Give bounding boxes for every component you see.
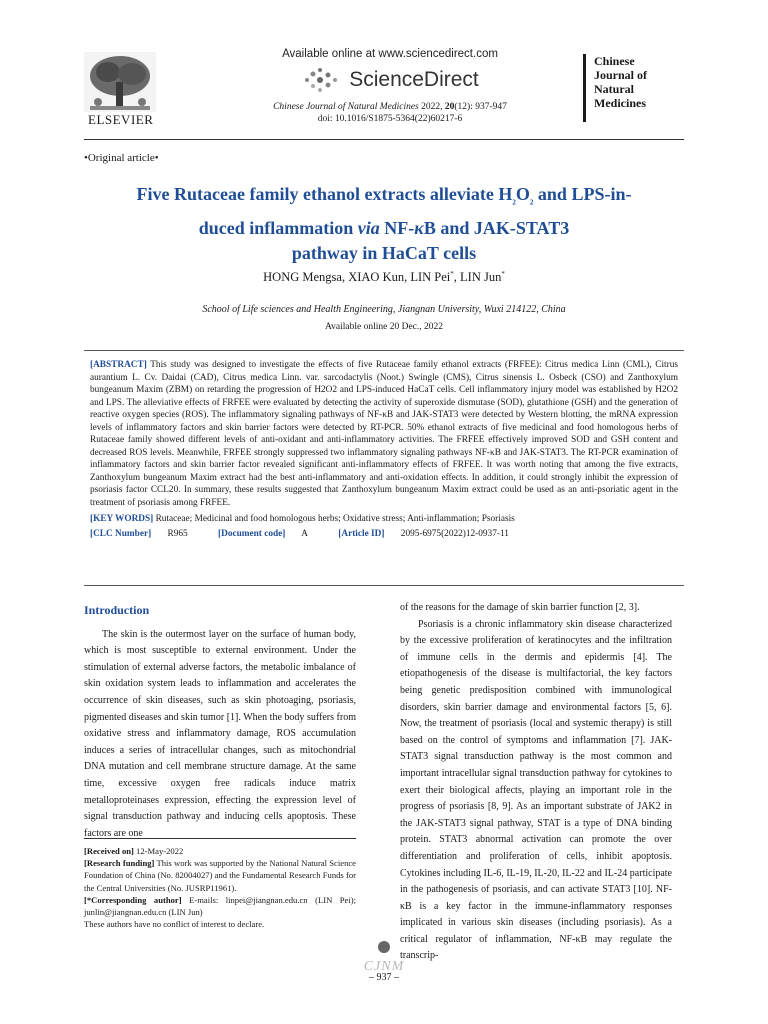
publisher-name: ELSEVIER — [88, 112, 154, 127]
journal-header — [0, 44, 768, 136]
footer-cjnm-text: CJNM — [363, 959, 405, 974]
abstract-text: [ABSTRACT] This study was designed to investigate the effects of five Rutaceae family ethanol extracts (FRFEE): Citrus medica Linn (CML), Citrus aurantium L. Cv. Daidai (CAD), Citrus medica Linn. var. sarcodactylis (Noot.) Swingle (CMS), Citrus sinensis L. Osbeck (CSO) and Zanthoxylum bungeanum Maxim (ZBM) on retarding the progression of H2O2 and LPS-induced HaCaT cells. Cell inflammatory injury model was established by H2O2 and LPS. The alleviative effects of FRFEE were evaluated by detecting the activity of superoxide dismutase (SOD), glutathione (GSH) and the generation of reactive oxygen species (ROS). The inflammatory signaling pathways of NF-κB and JAK-STAT3 were detected by Western blotting, the mRNA expression levels of inflammatory factors and skin barrier factors were detected by RT-PCR. 50% ethanol extracts of five medicinal and food homologous herbs of Rutaceae family showed different levels of anti-oxidant and anti-inflammatory activities. The FRFEE effectively improved SOD and GSH content and decreased ROS levels. Meanwhile, FRFEE strongly suppressed two inflammatory signaling pathways NF-κB and JAK-STAT3. The RT-PCR examination of inflammatory factors and skin barrier factor revealed significant anti-inflammatory effects of FRFEE. It was worth noting that among the five extracts, Zanthoxylum bungeanum Maxim extract had the best anti-inflammatory and anti-oxidation effects. In addition, it could strongly inhibit the expression of psoriasis factor CCL20. In summary, these results suggested that Zanthoxylum bungeanum Maxim extract could be used as an anti-psoriatic agent in the treatment of psoriasis among FRFEE. — [90, 360, 678, 508]
left-column — [84, 600, 356, 842]
article-type: •Original article• — [84, 152, 159, 164]
section-heading-introduction: Introduction — [84, 603, 150, 617]
available-date: Available online 20 Dec., 2022 — [324, 322, 443, 332]
abstract-section — [84, 350, 684, 586]
cjnm-line-4: Medicines — [594, 96, 646, 110]
classification-line: [CLC Number] R965 [Document code] A [Article ID] 2095-6975(2022)12-0937-11 — [90, 528, 509, 539]
page-number: – 937 – — [369, 972, 399, 983]
conflict-statement: These authors have no conflict of interest to declare. — [84, 919, 265, 930]
available-online-text: Available online at www.sciencedirect.com — [282, 48, 498, 60]
cjnm-journal-mark — [583, 54, 683, 122]
sciencedirect-wordmark: ScienceDirect — [349, 68, 479, 91]
center-header — [230, 48, 550, 124]
author-list: HONG Mengsa, XIAO Kun, LIN Pei*, LIN Jun* — [263, 270, 505, 285]
sciencedirect-dots-icon — [301, 66, 341, 94]
keywords-line: [KEY WORDS] Rutaceae; Medicinal and food homologous herbs; Oxidative stress; Anti-inflammation; Psoriasis — [90, 514, 515, 524]
sciencedirect-logo — [230, 66, 550, 94]
footer-journal-logo — [354, 940, 414, 975]
intro-paragraph-continued: of the reasons for the damage of skin barrier function [2, 3]. — [400, 602, 640, 613]
research-funding: [Research funding] This work was supported by the National Natural Science Foundation of China (No. 82004027) and the Fundamental Research Funds for the Central Universities (No. JUSRP11961). — [84, 858, 356, 893]
doi-text: doi: 10.1016/S1875-5364(22)60217-6 — [317, 114, 463, 124]
header-divider — [84, 139, 684, 140]
article-title: Five Rutaceae family ethanol extracts alleviate $H_2O_2$ and LPS-in- duced inflammation via NF-κB and JAK-STAT3 pathway in HaCaT cells — [136, 184, 632, 263]
cjnm-line-2: Journal of — [594, 68, 648, 82]
right-column — [400, 600, 672, 965]
affiliation: School of Life sciences and Health Engineering, Jiangnan University, Wuxi 214122, China — [202, 304, 566, 315]
received-date: [Received on] 12-May-2022 — [84, 846, 184, 856]
corresponding-author: [*Corresponding author] E-mails: linpei@jiangnan.edu.cn (LIN Pei); junlin@jiangnan.edu.cn (LIN Jun) — [84, 894, 357, 918]
intro-paragraph-2: Psoriasis is a chronic inflammatory skin disease characterized by the excessive proliferation of keratinocytes and the infiltration of immune cells in the dermis and epidermis [4]. The etiopathogenesis of the disease is multifactorial, the key factors being genetic predisposition combined with immunological disorders, skin barrier damage and environmental factors [5, 6]. Now, the treatment of psoriasis (local and systemic therapy) is still based on the control of symptoms and inflammation [7]. JAK-STAT3 signal transduction pathway is the most common and important intracellular signal transduction pathway for cytokines to exert their biological affects, playing an important role in the progress of psoriasis [8, 9]. As an important substrate of JAK2 in the JAK-STAT3 signal pathway, STAT is a type of DNA binding protein. STAT3 abnormal activation can promote the over differentiation and proliferation of cells, inhibit apoptosis. Cytokines including IL-6, IL-19, IL-20, IL-22 and IL-24 participate in the pathogenesis of psoriasis, and can activate STAT3 [10]. NF-κB is a key factor in the immune-inflammatory responses implicated in various skin diseases (including psoriasis). As a critical regulator of inflammation, NF-κB may regulate the transcrip- — [400, 618, 672, 962]
cjnm-line-1: Chinese — [594, 54, 635, 68]
intro-paragraph-1: The skin is the outermost layer on the surface of human body, which is most susceptible to external environment. Under the stimulation of external adverse factors, the metabolic imbalance of skin oxidation system leads to inflammation and accelerates the occurrence of skin diseases, such as skin photoaging, psoriasis, pigmented diseases and skin tumor [1]. When the body suffers from oxidative stress and inflammatory damage, ROS accumulation induces a series of intracellular changes, such as mitochondrial DNA mutation and cell membrane structure damage. At the same time, excessive oxygen free radicals induce matrix metalloproteinases expression, effecting the expression level of signal transduction pathway and inducing cells apoptosis. These factors are one — [84, 628, 356, 839]
footer-mark-icon — [377, 940, 391, 954]
cjnm-line-3: Natural — [594, 82, 634, 96]
journal-citation: Chinese Journal of Natural Medicines 2022, 20(12): 937-947 — [273, 102, 507, 112]
article-footnote — [84, 838, 356, 930]
